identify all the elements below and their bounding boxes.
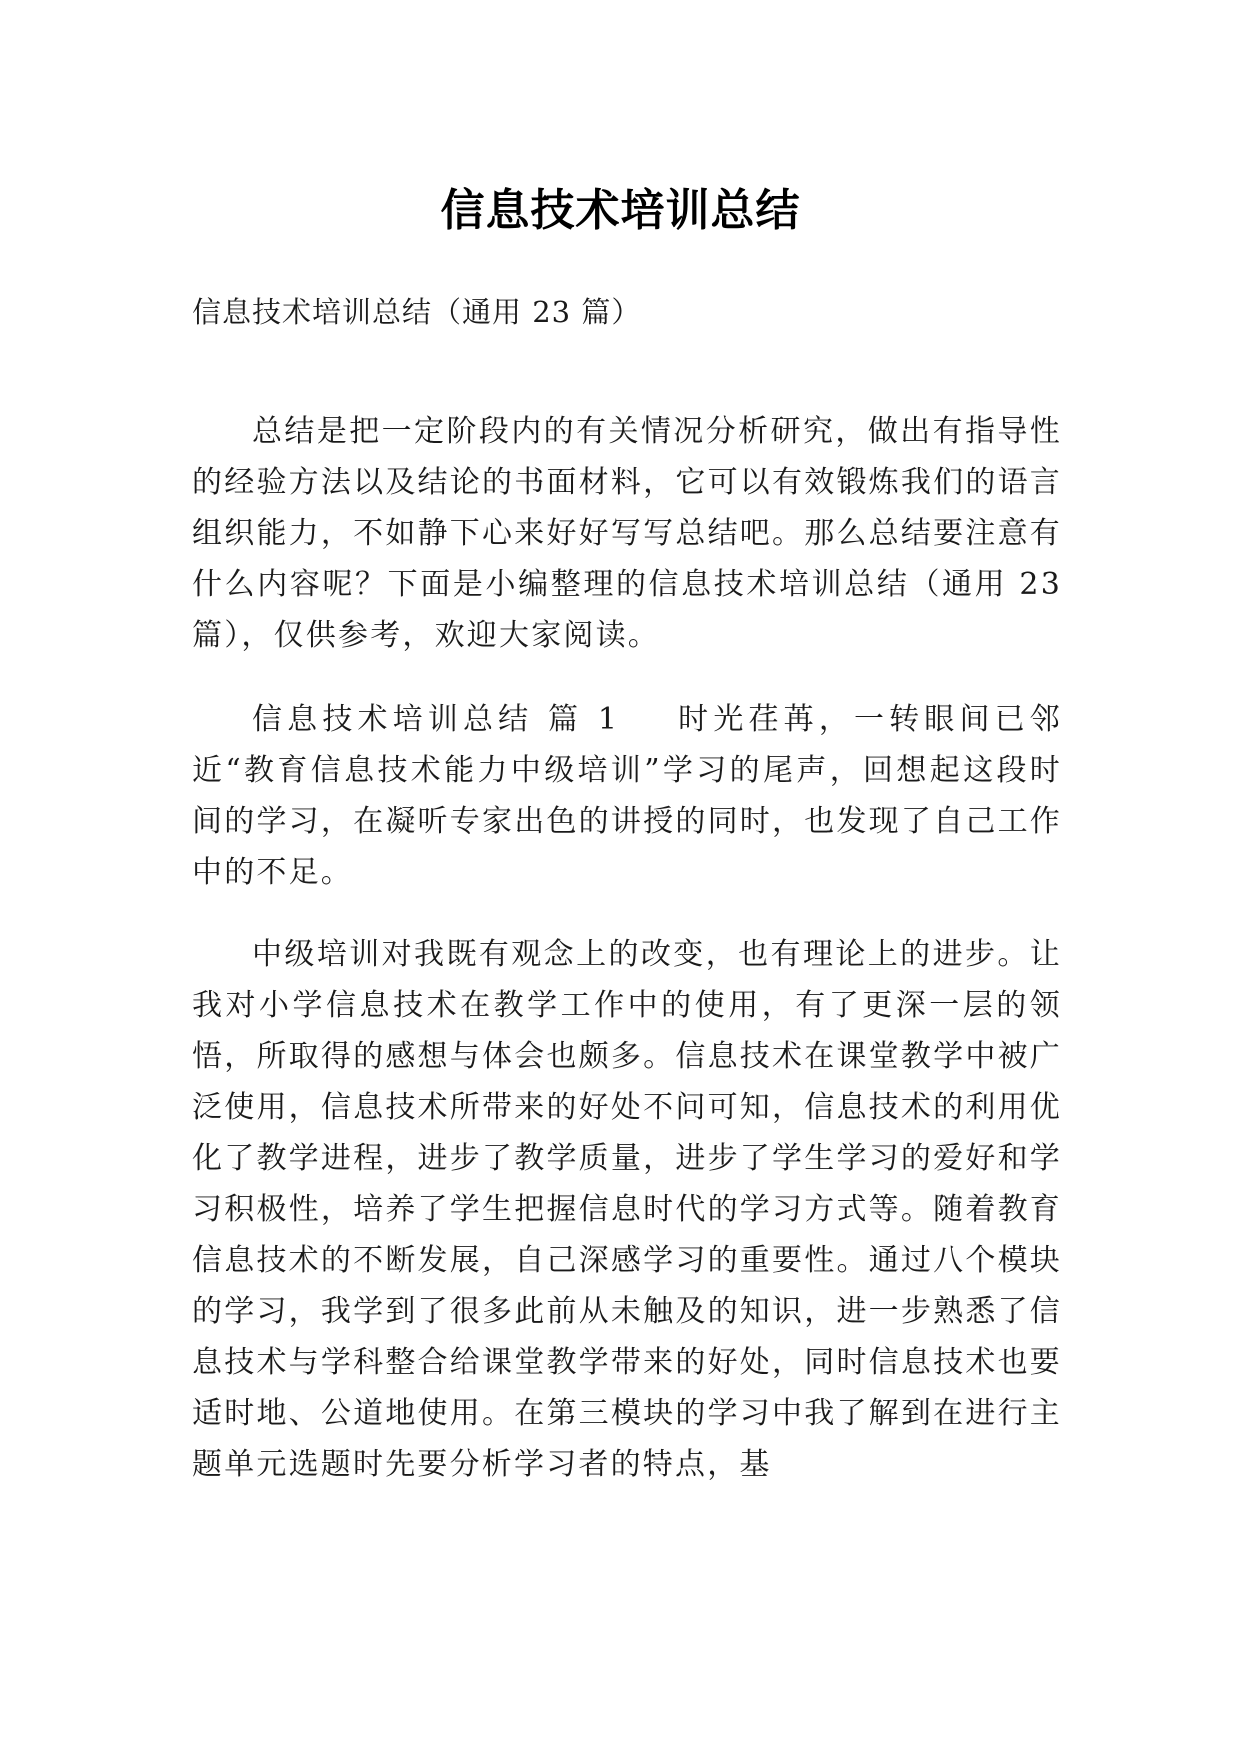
document-subtitle: 信息技术培训总结（通用 23 篇） (192, 295, 642, 329)
section-1-body: 时光荏苒，一转眼间已邻近“教育信息技术能力中级培训”学习的尾声，回想起这段时间的学习，在凝听专家出色的讲授的同时，也发现了自己工作中的不足。 (192, 702, 1063, 890)
section-1-heading: 信息技术培训总结 篇 1 (252, 702, 620, 737)
document-title: 信息技术培训总结 (440, 185, 801, 237)
section-1-paragraph (192, 694, 1062, 898)
intro-paragraph: 总结是把一定阶段内的有关情况分析研究，做出有指导性的经验方法以及结论的书面材料，它可以有效锻炼我们的语言组织能力，不如静下心来好好写写总结吧。那么总结要注意有什么内容呢？下面是小编整理的信息技术培训总结（通用 23 篇），仅供参考，欢迎大家阅读。 (192, 414, 1062, 653)
section-2-paragraph: 中级培训对我既有观念上的改变，也有理论上的进步。让我对小学信息技术在教学工作中的使用，有了更深一层的领悟，所取得的感想与体会也颇多。信息技术在课堂教学中被广泛使用，信息技术所带来的好处不问可知，信息技术的利用优化了教学进程，进步了教学质量，进步了学生学习的爱好和学习积极性，培养了学生把握信息时代的学习方式等。随着教育信息技术的不断发展，自己深感学习的重要性。通过八个模块的学习，我学到了很多此前从未触及的知识，进一步熟悉了信息技术与学科整合给课堂教学带来的好处，同时信息技术也要适时地、公道地使用。在第三模块的学习中我了解到在进行主题单元选题时先要分析学习者的特点，基 (192, 937, 1062, 1482)
